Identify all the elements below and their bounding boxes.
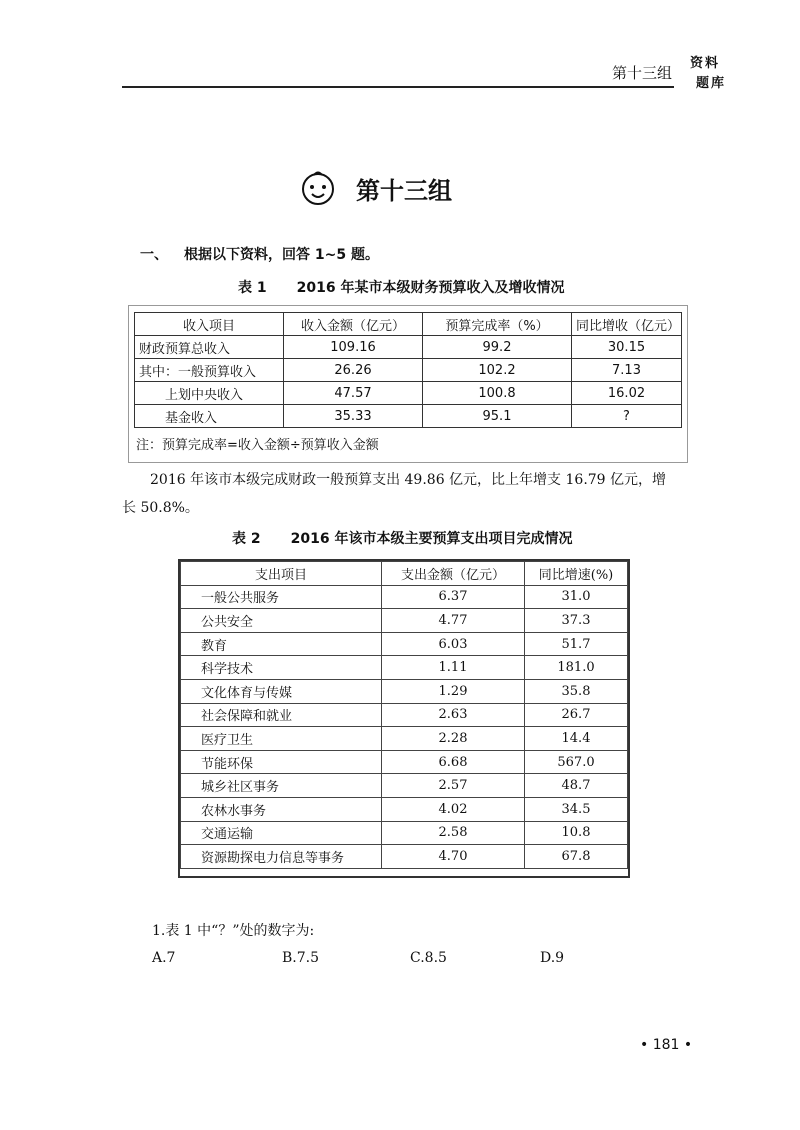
table2-cell: 医疗卫生	[181, 727, 382, 751]
section-heading	[140, 244, 379, 264]
table2-cell: 科学技术	[181, 656, 382, 680]
table1-cell: 102.2	[423, 359, 572, 382]
table2-header: 同比增速(%)	[525, 562, 628, 586]
section-number: 一、	[140, 247, 168, 263]
table2-cell: 2.28	[382, 727, 525, 751]
table-row	[135, 359, 682, 382]
table1-cell: 7.13	[572, 359, 682, 382]
table2-cell: 48.7	[525, 774, 628, 798]
table2-title: 2016 年该市本级主要预算支出项目完成情况	[290, 531, 573, 547]
table1-label: 表 1	[238, 280, 267, 296]
logo-line-1: 资料	[690, 56, 721, 71]
table2-cell: 31.0	[525, 585, 628, 609]
table1-header-row	[135, 313, 682, 336]
table2-label: 表 2	[232, 531, 261, 547]
table1-cell: 16.02	[572, 382, 682, 405]
table2-cell: 2.57	[382, 774, 525, 798]
table2-cell: 1.29	[382, 679, 525, 703]
page-number: • 181 •	[640, 1037, 693, 1053]
table2-header: 支出项目	[181, 562, 382, 586]
section-text: 根据以下资料，回答 1~5 题。	[184, 247, 379, 263]
table2-header: 支出金额（亿元）	[382, 562, 525, 586]
table1-header: 收入金额（亿元）	[284, 313, 423, 336]
header-logo	[690, 54, 730, 94]
table1-cell: 35.33	[284, 405, 423, 428]
table2-cell: 6.03	[382, 632, 525, 656]
table1-cell: 47.57	[284, 382, 423, 405]
table1-cell: ?	[572, 405, 682, 428]
table2-cell: 10.8	[525, 821, 628, 845]
table-row	[181, 609, 628, 633]
table-row	[181, 727, 628, 751]
table2-cell: 6.37	[382, 585, 525, 609]
table1-cell: 109.16	[284, 336, 423, 359]
table2-cell: 567.0	[525, 750, 628, 774]
table2-header-row	[181, 562, 628, 586]
table2-cell: 2.58	[382, 821, 525, 845]
table2-cell: 51.7	[525, 632, 628, 656]
table-row	[181, 703, 628, 727]
table1-cell: 财政预算总收入	[135, 336, 284, 359]
group-title	[300, 168, 452, 208]
table1-cell: 基金收入	[135, 405, 284, 428]
table2-cell: 35.8	[525, 679, 628, 703]
option-c[interactable]: C.8.5	[410, 950, 447, 966]
table2-cell: 26.7	[525, 703, 628, 727]
table2-cell: 教育	[181, 632, 382, 656]
table2	[180, 561, 628, 869]
table1-cell: 26.26	[284, 359, 423, 382]
table2-cell: 文化体育与传媒	[181, 679, 382, 703]
table1-title: 2016 年某市本级财务预算收入及增收情况	[296, 280, 565, 296]
table-row	[181, 679, 628, 703]
table2-cell: 4.02	[382, 797, 525, 821]
body-paragraph: 2016 年该市本级完成财政一般预算支出 49.86 亿元，比上年增支 16.79 亿元，增长 50.8%。	[122, 472, 667, 516]
table2-cell: 67.8	[525, 845, 628, 869]
table2-cell: 农林水事务	[181, 797, 382, 821]
table2-cell: 一般公共服务	[181, 585, 382, 609]
table2-cell: 34.5	[525, 797, 628, 821]
table2-cell: 节能环保	[181, 750, 382, 774]
table2-cell: 1.11	[382, 656, 525, 680]
table1-cell: 100.8	[423, 382, 572, 405]
table2-cell: 14.4	[525, 727, 628, 751]
table2-cell: 37.3	[525, 609, 628, 633]
table2-cell: 181.0	[525, 656, 628, 680]
smiley-face-icon	[300, 170, 336, 206]
table-row	[135, 382, 682, 405]
option-b[interactable]: B.7.5	[282, 950, 320, 966]
table1-header: 同比增收（亿元）	[572, 313, 682, 336]
table1-cell: 95.1	[423, 405, 572, 428]
logo-line-2: 题库	[696, 76, 727, 91]
table2-cell: 2.63	[382, 703, 525, 727]
table-row	[181, 821, 628, 845]
table1-note: 注：预算完成率=收入金额÷预算收入金额	[136, 438, 379, 453]
header-rule	[122, 86, 674, 88]
table2-cell: 4.77	[382, 609, 525, 633]
option-d[interactable]: D.9	[540, 950, 565, 966]
group-title-text: 第十三组	[356, 176, 452, 205]
table-row	[135, 336, 682, 359]
table1-cell: 上划中央收入	[135, 382, 284, 405]
table-row	[181, 774, 628, 798]
table2-caption	[232, 528, 572, 548]
table1-header: 收入项目	[135, 313, 284, 336]
table2-cell: 资源勘探电力信息等事务	[181, 845, 382, 869]
option-a[interactable]: A.7	[152, 950, 176, 966]
table1-cell: 30.15	[572, 336, 682, 359]
table-row	[181, 656, 628, 680]
table-row	[181, 750, 628, 774]
table2-cell: 6.68	[382, 750, 525, 774]
table1-cell: 99.2	[423, 336, 572, 359]
table1-header: 预算完成率（%）	[423, 313, 572, 336]
table-row	[135, 405, 682, 428]
table-row	[181, 632, 628, 656]
table2-cell: 公共安全	[181, 609, 382, 633]
header-chapter: 第十三组	[611, 64, 672, 82]
table1-caption	[238, 277, 564, 297]
table-row	[181, 585, 628, 609]
question-text: 1.表 1 中“？”处的数字为:	[152, 923, 315, 939]
table2-cell: 交通运输	[181, 821, 382, 845]
table-row	[181, 845, 628, 869]
table1-cell: 其中：一般预算收入	[135, 359, 284, 382]
table-row	[181, 797, 628, 821]
table2-cell: 4.70	[382, 845, 525, 869]
table2-cell: 城乡社区事务	[181, 774, 382, 798]
table2-cell: 社会保障和就业	[181, 703, 382, 727]
table1	[134, 312, 682, 428]
